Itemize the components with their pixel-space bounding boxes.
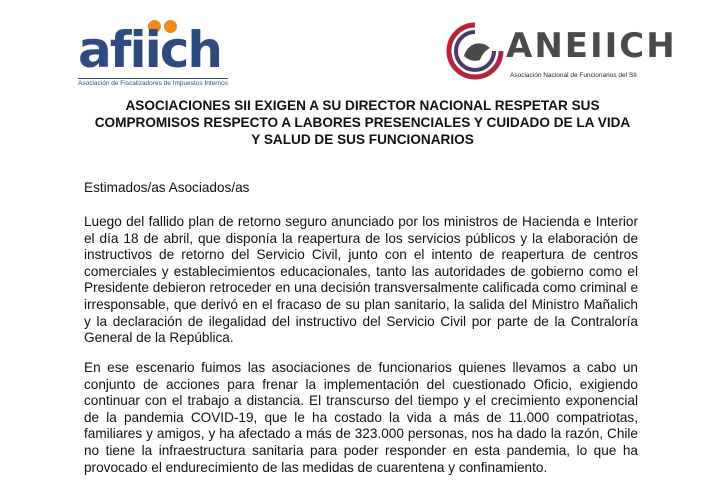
aneiich-emblem-icon: [446, 22, 504, 80]
paragraph-2: En ese escenario fuimos las asociaciones de funcionarios quienes llevamos a cabo un conjunto de acciones para frenar la implementación del cuestionado Oficio, exigiendo continuar con el trabajo a distancia. El transcurso del tiempo y el crecimiento exponencial de la pandemia COVID-19, que le ha costado la vida a más de 11.000 compatriotas, familiares y amigos, y ha afectado a más de 323.000 personas, nos ha dado la razón, Chile no tiene la infraestructura sanitaria para poder responder en esta pandemia, lo que ha provocado el endurecimiento de las medidas de cuarentena y confinamiento.: [84, 360, 638, 475]
aneiich-logo-wordmark: ANEIICH: [506, 26, 677, 66]
aneiich-logo: [446, 20, 677, 82]
document-title: ASOCIACIONES SII EXIGEN A SU DIRECTOR NACIONAL RESPETAR SUS COMPROMISOS RESPECTO A LABORES PRESENCIALES Y CUIDADO DE LA VIDA Y SALUD DE SUS FUNCIONARIOS: [94, 98, 631, 147]
afiich-logo-subtitle: Asociación de Fiscalizadores de Impuestos Internos: [78, 80, 228, 87]
aneiich-logo-subtitle: Asociación Nacional de Funcionarios del SII: [510, 72, 637, 79]
afiich-logo-wordmark: afiich: [78, 21, 222, 79]
greeting: Estimados/as Asociados/as: [84, 180, 250, 195]
paragraph-1: Luego del fallido plan de retorno seguro anunciado por los ministros de Hacienda e Interior el día 18 de abril, que disponía la reapertura de los servicios públicos y la elaboración de instructivos de retorno del Servicio Civil, junto con el intento de reapertura de centros comerciales y establecimientos educacionales, tanto las autoridades de gobierno como el Presidente debieron retroceder en una decisión transversalmente calificada como criminal e irresponsable, que derivó en el fracaso de su plan sanitario, la salida del Ministro Mañalich y la declaración de ilegalidad del instructivo del Servicio Civil por parte de la Contraloría General de la República.: [84, 214, 638, 346]
afiich-logo: [78, 18, 258, 88]
